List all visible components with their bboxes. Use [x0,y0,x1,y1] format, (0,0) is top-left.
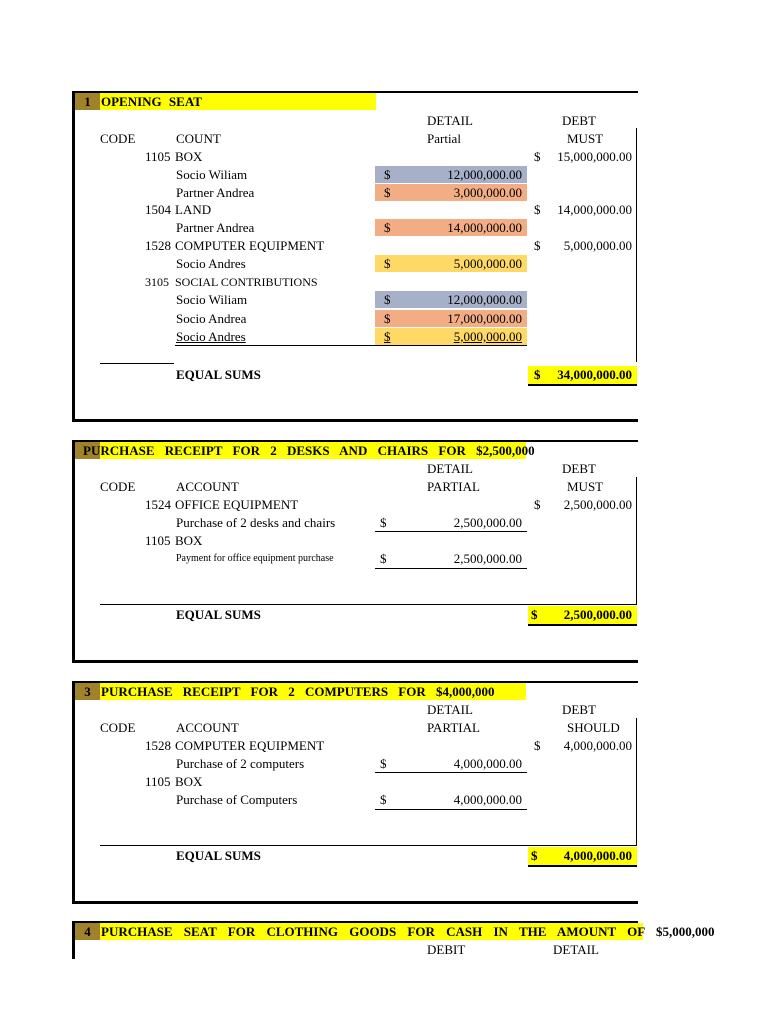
must-amount: 4,000,000.00 [563,738,632,753]
partial-currency: $ [384,185,391,200]
partial-currency: $ [384,256,391,271]
total-amount: 4,000,000.00 [563,848,632,863]
total-amount: 34,000,000.00 [557,367,632,382]
partial-currency: $ [384,329,391,344]
account-code: 1528 [145,238,171,253]
account-code: 1504 [145,202,171,217]
partial-currency: $ [380,792,387,807]
header-partial: PARTIAL [427,720,480,735]
partial-amount: 3,000,000.00 [453,185,522,200]
must-amount: 14,000,000.00 [557,202,632,217]
partial-amount: 5,000,000.00 [453,256,522,271]
account-code: 1528 [145,738,171,753]
partial-currency: $ [380,756,387,771]
header-account: COUNT [176,131,221,146]
account-name: LAND [175,202,212,217]
total-amount: 2,500,000.00 [563,607,632,622]
sub-account: Socio Andres [176,256,246,271]
header-detail: DETAIL [427,113,473,128]
sub-account: Socio Wiliam [176,167,248,182]
sub-account: Purchase of 2 computers [176,756,305,771]
row-underline [375,531,527,532]
sub-account: Partner Andrea [176,185,255,200]
header-must: MUST [567,479,604,494]
sum-line [100,845,637,846]
partial-amount: 2,500,000.00 [453,515,522,530]
entry-title: OPENING SEAT [101,94,202,109]
section-left-border [72,681,75,904]
sub-account: Socio Andres [176,329,246,344]
section-left-border [72,91,75,422]
partial-amount: 17,000,000.00 [447,311,522,326]
partial-amount: 5,000,000.00 [453,329,522,344]
sum-line [100,604,637,605]
must-currency: $ [534,738,541,753]
header-detail: DETAIL [427,461,473,476]
partial-currency: $ [380,551,387,566]
sub-account: Socio Wiliam [176,292,248,307]
equal-sums-label: EQUAL SUMS [176,607,261,622]
partial-amount: 4,000,000.00 [453,756,522,771]
account-code: 1105 [145,774,171,789]
section-bottom-border [72,660,638,663]
entry-title: PURCHASE SEAT FOR CLOTHING GOODS FOR CASH IN THE AMOUNT OF $5,000,000 [101,924,715,939]
section-bottom-border [72,901,638,904]
partial-currency: $ [384,311,391,326]
column-divider [636,477,637,604]
sub-account: Socio Andrea [176,311,247,326]
must-amount: 2,500,000.00 [563,497,632,512]
sub-account: Purchase of Computers [176,792,298,807]
account-code: 1105 [145,149,171,164]
account-code: 3105 [145,275,169,289]
must-currency: $ [534,149,541,164]
row-underline [175,345,527,346]
account-code: 1524 [145,497,171,512]
partial-currency: $ [384,220,391,235]
header-partial: Partial [427,131,461,146]
row-underline [375,568,527,569]
must-amount: 15,000,000.00 [557,149,632,164]
total-currency: $ [531,848,538,863]
partial-amount: 12,000,000.00 [447,292,522,307]
partial-currency: $ [384,167,391,182]
sub-account: Purchase of 2 desks and chairs [176,515,336,530]
section-bottom-border [72,419,638,422]
column-divider [636,718,637,845]
header-detail: DETAIL [427,702,473,717]
row-underline [375,772,527,773]
account-name: BOX [175,533,203,548]
header-detail: DETAIL [553,942,599,957]
row-underline [375,809,527,810]
must-currency: $ [534,497,541,512]
must-amount: 5,000,000.00 [563,238,632,253]
entry-title: PURCHASE RECEIPT FOR 2 DESKS AND CHAIRS FOR $2,500,000 [83,443,535,458]
header-code: CODE [100,131,136,146]
partial-amount: 4,000,000.00 [453,792,522,807]
equal-sums-label: EQUAL SUMS [176,367,261,382]
partial-amount: 2,500,000.00 [453,551,522,566]
header-must: MUST [567,131,604,146]
entry-number: 4 [75,923,100,940]
header-debit: DEBIT [427,942,466,957]
header-debt: DEBT [562,113,596,128]
header-code: CODE [100,720,136,735]
header-account: ACCOUNT [176,479,239,494]
section-left-border [72,440,75,663]
header-code: CODE [100,479,136,494]
equal-sums-label: EQUAL SUMS [176,848,261,863]
account-name: COMPUTER EQUIPMENT [175,238,325,253]
account-name: COMPUTER EQUIPMENT [175,738,325,753]
entry-number: 3 [75,683,100,700]
must-currency: $ [534,202,541,217]
entry-title: PURCHASE RECEIPT FOR 2 COMPUTERS FOR $4,000,000 [101,684,495,699]
total-currency: $ [531,607,538,622]
header-partial: PARTIAL [427,479,480,494]
header-account: ACCOUNT [176,720,239,735]
total-currency: $ [534,367,541,382]
column-divider [636,128,637,362]
partial-amount: 14,000,000.00 [447,220,522,235]
account-name: BOX [175,149,203,164]
header-debt: DEBT [562,702,596,717]
header-must: SHOULD [567,720,620,735]
sum-line [100,363,174,364]
sub-account: Partner Andrea [176,220,255,235]
account-name: OFFICE EQUIPMENT [175,497,299,512]
must-currency: $ [534,238,541,253]
account-name: SOCIAL CONTRIBUTIONS [175,275,318,289]
account-code: 1105 [145,533,171,548]
entry-number: 1 [75,93,100,110]
partial-amount: 12,000,000.00 [447,167,522,182]
account-name: BOX [175,774,203,789]
sub-account: Payment for office equipment purchase [176,553,334,564]
partial-currency: $ [384,292,391,307]
partial-currency: $ [380,515,387,530]
header-debt: DEBT [562,461,596,476]
